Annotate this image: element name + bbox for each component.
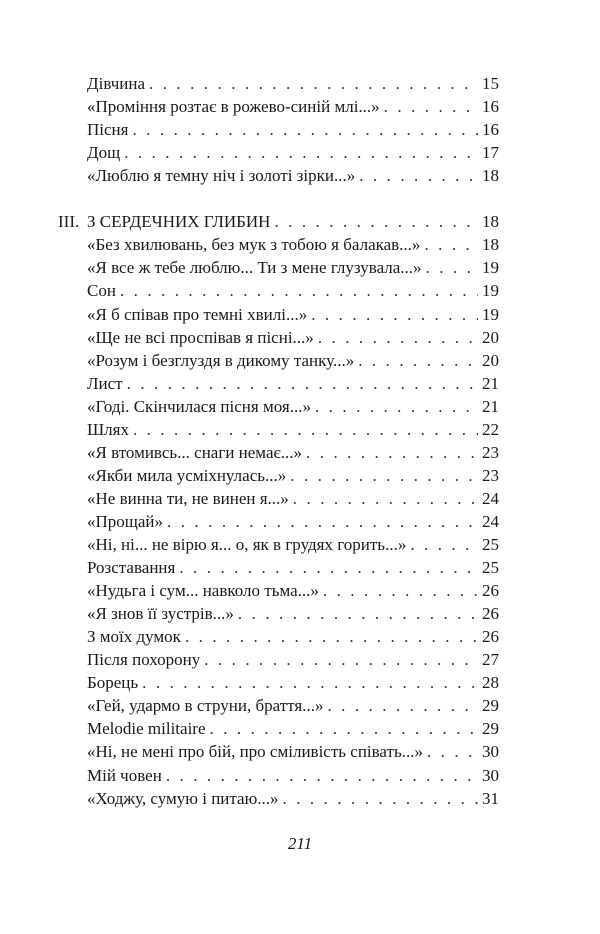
toc-page-number: 30 (482, 742, 499, 762)
dot-leader (133, 418, 478, 442)
toc-entry-title: «Ні, не мені про бій, про сміливість співать...» (87, 742, 423, 762)
dot-leader (410, 533, 478, 557)
dot-leader (311, 303, 478, 327)
toc-entry-title: «Нудьга і сум... навколо тьма...» (87, 581, 319, 601)
toc-page-number: 15 (482, 74, 499, 93)
toc-page-number: 28 (482, 673, 499, 693)
toc-page-number: 21 (482, 396, 499, 416)
toc-entry (87, 118, 499, 142)
toc-entry-title: «Без хвилювань, без мук з тобою я балакав...» (87, 235, 421, 255)
dot-leader (124, 141, 478, 165)
toc-page-number: 26 (482, 627, 499, 647)
toc-page-number: 17 (482, 143, 499, 163)
toc-entry (87, 487, 499, 511)
toc-page-number: 16 (482, 120, 499, 140)
toc-entry (87, 418, 499, 442)
toc-entry (87, 464, 499, 488)
section-title: З СЕРДЕЧНИХ ГЛИБИН (87, 212, 271, 232)
toc-entry-title: Дощ (87, 143, 121, 163)
dot-leader (426, 256, 478, 280)
toc-entry (87, 164, 499, 188)
dot-leader (384, 95, 478, 119)
dot-leader (358, 349, 478, 373)
toc-entry-title: Melodie militaire (87, 719, 206, 739)
toc-entry (87, 579, 499, 603)
toc-entry (87, 625, 499, 649)
toc-page-number: 22 (482, 419, 499, 439)
dot-leader (210, 717, 479, 741)
toc-entry (87, 233, 499, 257)
toc-entry-title: «Прощай» (87, 511, 164, 531)
toc-page-number: 18 (482, 235, 499, 255)
toc-entry-title: «Якби мила усміхнулась...» (87, 465, 287, 485)
toc-entry (87, 533, 499, 557)
toc-entry-title: «Не винна ти, не винен я...» (87, 488, 289, 508)
toc-entry (87, 787, 499, 811)
toc-page-number: 25 (482, 558, 499, 578)
dot-leader (238, 602, 478, 626)
toc-entry (87, 256, 499, 280)
toc-page-number: 31 (482, 788, 499, 808)
dot-leader (120, 279, 478, 303)
dot-leader (323, 579, 478, 603)
dot-leader (167, 510, 478, 534)
toc-entry (87, 72, 499, 96)
dot-leader (204, 648, 478, 672)
dot-leader (327, 694, 478, 718)
toc-page-number: 24 (482, 488, 499, 508)
toc-page-number: 24 (482, 511, 499, 531)
toc-entry-title: Мій човен (87, 765, 162, 785)
dot-leader (359, 164, 478, 188)
dot-leader (166, 764, 478, 788)
toc-entry (87, 303, 499, 327)
toc-page-number: 18 (482, 212, 499, 232)
toc-page-number: 18 (482, 166, 499, 186)
toc-entry (87, 279, 499, 303)
toc-page-number: 25 (482, 535, 499, 554)
toc-entry (87, 648, 499, 672)
toc-entry-title: «Я втомивсь... снаги немає...» (87, 442, 303, 462)
toc-page-number: 26 (482, 581, 499, 601)
toc-page-number: 21 (482, 373, 499, 393)
toc-page-number: 19 (482, 281, 499, 301)
toc-entry (87, 671, 499, 695)
toc-page-number: 19 (482, 258, 499, 278)
toc-entry-title: «Гей, удармо в струни, браття...» (87, 696, 324, 716)
dot-leader (290, 464, 478, 488)
dot-leader (427, 740, 478, 764)
toc-entry-title: Пісня (87, 120, 129, 140)
dot-leader (306, 441, 478, 465)
toc-page-number: 30 (482, 765, 499, 785)
dot-leader (424, 233, 478, 257)
toc-entry (87, 326, 499, 350)
toc-entry-title: Після похорону (87, 650, 201, 670)
toc-page-number: 23 (482, 465, 499, 485)
toc-page-number: 19 (482, 304, 499, 324)
section-numeral: III. (58, 212, 80, 232)
toc-page-number: 26 (482, 604, 499, 624)
toc-entry (87, 349, 499, 373)
dot-leader (132, 118, 478, 142)
dot-leader (293, 487, 478, 511)
toc-entry-title: Лист (87, 373, 123, 393)
toc-entry (87, 556, 499, 580)
toc-section-heading (58, 210, 499, 234)
toc-page-number: 27 (482, 650, 499, 670)
toc-entry-title: «Годі. Скінчилася пісня моя...» (87, 396, 311, 416)
toc-entry (87, 372, 499, 396)
dot-leader (127, 372, 478, 396)
toc-entry (87, 764, 499, 788)
toc-entry (87, 510, 499, 534)
toc-entry-title: «Проміння розтає в рожево-синій млі...» (87, 97, 380, 117)
toc-page-number: 20 (482, 327, 499, 347)
toc-page-number: 29 (482, 719, 499, 739)
toc-entry-title: «Я все ж тебе люблю... Ти з мене глузувала...» (87, 258, 422, 278)
toc-page-number: 29 (482, 696, 499, 716)
dot-leader (283, 787, 478, 811)
toc-entry-title: «Я знов її зустрів...» (87, 604, 234, 624)
toc-entry (87, 694, 499, 718)
dot-leader (142, 671, 478, 695)
dot-leader (185, 625, 478, 649)
toc-entry-title: Дівчина (87, 74, 145, 93)
toc-page-number: 23 (482, 442, 499, 462)
dot-leader (274, 210, 478, 234)
toc-entry (87, 141, 499, 165)
toc-entry (87, 740, 499, 764)
dot-leader (318, 326, 478, 350)
toc-entry-title: «Люблю я темну ніч і золоті зірки...» (87, 166, 356, 186)
dot-leader (149, 72, 478, 96)
toc-entry (87, 717, 499, 741)
toc-page-number: 16 (482, 97, 499, 117)
toc-entry (87, 395, 499, 419)
toc-entry (87, 602, 499, 626)
page-number: 211 (287, 834, 313, 853)
toc-entry-title: «Розум і безглуздя в дикому танку...» (87, 350, 355, 370)
toc-entry (87, 441, 499, 465)
dot-leader (179, 556, 478, 580)
toc-entry-title: «Я б співав про темні хвилі...» (87, 304, 308, 324)
toc-entry-title: Шлях (87, 419, 129, 439)
toc-entry-title: «Ще не всі проспівав я пісні...» (87, 327, 314, 347)
toc-page-number: 20 (482, 350, 499, 370)
toc-entry-title: «Ні, ні... не вірю я... о, як в грудях горить...» (87, 535, 407, 554)
toc-entry-title: З моїх думок (87, 627, 181, 647)
dot-leader (315, 395, 478, 419)
toc-entry-title: Розставання (87, 558, 176, 578)
toc-entry-title: Борець (87, 673, 139, 693)
toc-entry (87, 95, 499, 119)
toc-entry-title: Сон (87, 281, 116, 301)
toc-entry-title: «Ходжу, сумую і питаю...» (87, 788, 279, 808)
